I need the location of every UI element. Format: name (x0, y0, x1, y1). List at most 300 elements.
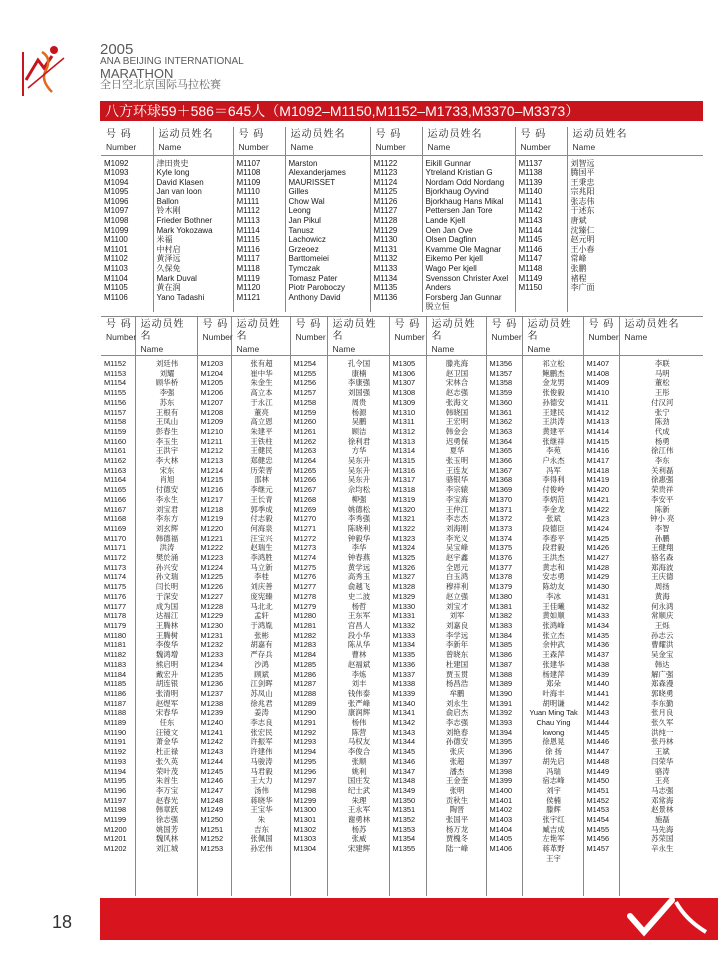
bottom-number-cell: M1276 (293, 572, 317, 582)
bottom-number-cell: M1160 (104, 436, 127, 446)
bottom-number-cell: M1441 (586, 688, 610, 698)
top-number-cell: M1101 (104, 244, 128, 254)
top-number-cell: M1136 (373, 292, 398, 302)
top-name-cell: Forsberg Jan Gunnar (425, 292, 502, 302)
bottom-name-cell: 徐利君 (347, 436, 371, 446)
bottom-name-cell: 张彬 (254, 630, 269, 640)
top-name-cell: 沈臻仁 (570, 225, 595, 235)
top-name-cell: Ballon (156, 196, 179, 206)
bottom-name-cell: 李金龙 (542, 504, 565, 514)
top-name-cell: Piotr Paroboczy (288, 283, 345, 293)
bottom-number-cell: M1264 (293, 456, 317, 466)
bottom-number-cell: M1317 (392, 475, 416, 485)
bottom-name-cell: 王烁 (654, 620, 670, 630)
bottom-name-cell: 康润辉 (347, 708, 371, 718)
top-name-cell: 米福 (156, 235, 173, 245)
bottom-number-cell: M1163 (104, 465, 127, 475)
bottom-name-cell: 陈劲 (654, 417, 670, 427)
number-header-cn: 号 码 (106, 319, 132, 330)
bottom-name-cell: 骆银华 (445, 475, 469, 485)
top-name-cell: 李广面 (570, 283, 595, 293)
bottom-number-column-2 (290, 356, 327, 896)
top-number-cell: M1112 (236, 206, 260, 216)
bottom-name-cell: 何海泉 (250, 523, 273, 533)
top-number-cell: M1125 (373, 187, 398, 197)
top-number-cell: M1126 (373, 196, 398, 206)
name-header-cn: 运动员姓名 (427, 129, 483, 140)
top-number-cell: M1146 (518, 244, 543, 254)
bottom-name-cell: 潘杰 (449, 766, 465, 776)
bottom-name-cell: 张建华 (542, 659, 565, 669)
bottom-name-cell: 洪涛 (159, 543, 175, 553)
top-number-cell: M1150 (518, 283, 543, 293)
top-name-cell: 于述东 (570, 206, 595, 216)
bottom-name-cell: 李志强 (445, 718, 469, 728)
bottom-name-cell: 孙德安 (542, 397, 565, 407)
number-header-cn: 号 码 (295, 319, 322, 330)
bottom-name-cell: 户永杰 (542, 456, 565, 466)
bottom-name-cell: 黄志和 (542, 562, 565, 572)
bottom-number-cell: M1232 (200, 640, 224, 650)
bottom-name-cell: 李炼 (351, 669, 367, 679)
top-number-cell: M1100 (104, 235, 128, 245)
bottom-number-cell: M1362 (489, 417, 513, 427)
bottom-number-cell: M1433 (586, 611, 610, 621)
bottom-header-number-1 (197, 317, 231, 356)
bottom-name-cell: 国庄发 (347, 776, 371, 786)
bottom-number-cell: M1219 (200, 514, 224, 524)
bottom-number-cell: M1320 (392, 504, 416, 514)
bottom-name-cell: 付俊岭 (542, 485, 565, 495)
logo-marathon: MARATHON (100, 66, 174, 81)
bottom-name-cell: 李炳范 (542, 494, 565, 504)
top-number-cell: M1123 (373, 168, 398, 178)
bottom-name-cell: 付志毅 (250, 514, 273, 524)
top-name-cell: 中村启 (156, 244, 181, 254)
number-header-cn: 号 码 (491, 319, 518, 330)
top-number-cell: M1110 (236, 187, 260, 197)
bottom-name-cell: 胡嘉有 (250, 640, 273, 650)
bottom-name-cell: 刘庆善 (250, 582, 273, 592)
top-name-cell: Svensson Christer Axel Anders (425, 273, 509, 293)
top-number-cell: M1137 (518, 158, 543, 168)
bottom-number-cell: M1152 (104, 359, 127, 368)
bottom-header-name-3 (426, 317, 486, 356)
bottom-name-cell: 王凤山 (155, 417, 179, 427)
top-number-cell: M1127 (373, 206, 398, 216)
bottom-name-cell: 韩达 (654, 659, 670, 669)
bottom-number-cell: M1440 (586, 679, 610, 689)
bottom-name-cell: 张明 (449, 785, 465, 795)
top-name-cell: Marston (288, 158, 318, 168)
bottom-name-cell: 魏鸿增 (155, 650, 179, 660)
top-header-number-1 (233, 127, 285, 155)
bottom-name-cell: 李俊华 (155, 640, 179, 650)
bottom-number-cell: M1188 (104, 708, 127, 718)
bottom-number-cell: M1380 (489, 591, 513, 601)
bottom-number-cell: M1437 (586, 650, 610, 660)
top-table-header (101, 127, 703, 155)
bottom-name-cell: 马立新 (250, 562, 273, 572)
bottom-name-cell: 王大力 (250, 776, 273, 786)
bottom-name-cell: 徐恩晃 (542, 737, 565, 747)
number-header-en: Number (520, 142, 551, 152)
number-header-en: Number (295, 332, 326, 342)
bottom-name-cell: 骆名森 (651, 553, 674, 563)
bottom-name-cell: 刘廷伟 (155, 359, 179, 368)
bottom-number-cell: M1413 (586, 417, 610, 427)
bottom-number-cell: M1170 (104, 533, 127, 543)
bottom-name-cell: 夏华 (449, 446, 465, 456)
bottom-number-cell: M1235 (200, 669, 224, 679)
bottom-number-cell: M1176 (104, 591, 127, 601)
top-number-column-2 (370, 155, 422, 312)
bottom-number-cell: M1172 (104, 553, 127, 563)
bottom-number-cell: M1303 (293, 834, 317, 844)
bottom-name-cell: 任东 (159, 718, 175, 728)
bottom-name-cell: 王连友 (445, 465, 469, 475)
bottom-name-cell: 马君毅 (250, 766, 273, 776)
bottom-number-cell: M1416 (586, 446, 610, 456)
bottom-name-cell: 宋建辉 (347, 844, 371, 854)
bottom-name-cell: 郑森漫 (651, 679, 674, 689)
bottom-name-cell: 王斌 (654, 747, 670, 757)
bottom-number-cell: M1398 (489, 766, 513, 776)
top-number-cell: M1097 (104, 206, 129, 216)
bottom-name-cell: 韩晓国 (445, 407, 469, 417)
top-number-cell: M1115 (236, 235, 260, 245)
bottom-header-number-2 (290, 317, 327, 356)
bottom-name-cell: 赵宇鑫 (445, 553, 469, 563)
bottom-number-cell: M1379 (489, 582, 513, 592)
bottom-name-cell: 孙鹏 (654, 533, 670, 543)
top-number-cell: M1099 (104, 225, 129, 235)
bottom-name-cell: 李永生 (155, 494, 179, 504)
top-number-cell: M1092 (104, 158, 129, 168)
bottom-name-cell: 李继元 (250, 485, 273, 495)
bottom-name-cell: 历荣晋 (250, 465, 273, 475)
bottom-number-cell: M1434 (586, 620, 610, 630)
bottom-name-cell: 段德臣 (542, 523, 565, 533)
number-header-cn: 号 码 (106, 129, 132, 140)
top-name-cell: Leong (288, 206, 311, 216)
top-number-cell: M1111 (236, 196, 260, 206)
bottom-number-cell: M1444 (586, 718, 610, 728)
bottom-number-cell: M1241 (200, 727, 224, 737)
logo-year: 2005 (100, 41, 134, 58)
bottom-name-cell: 姜涛 (254, 708, 269, 718)
top-number-cell: M1108 (236, 168, 261, 178)
top-number-cell: M1142 (518, 206, 543, 216)
bottom-number-cell: M1425 (586, 533, 610, 543)
top-name-cell: Wago Per kjell (425, 264, 477, 274)
bottom-number-cell: M1359 (489, 388, 513, 398)
bottom-name-cell: 顾斌 (254, 669, 269, 679)
bottom-name-cell: 徐 扬 (545, 747, 562, 757)
bottom-number-cell: M1311 (392, 417, 415, 427)
bottom-number-cell: M1419 (586, 475, 610, 485)
bottom-name-cell: 李春平 (542, 533, 565, 543)
bottom-number-cell: M1171 (104, 543, 127, 553)
top-name-cell: 张鹏 (570, 264, 587, 274)
bottom-name-cell: Chau Ying kwong (536, 718, 571, 737)
bottom-name-cell: 戴宏升 (155, 669, 179, 679)
top-name-cell: 常峰 (570, 254, 587, 264)
name-header-en: Name (624, 332, 648, 342)
bottom-name-cell: 刘宇 (546, 785, 561, 795)
bottom-number-cell: M1210 (200, 426, 224, 436)
bottom-name-cell: Yuan Ming Tak (529, 708, 578, 718)
bottom-name-cell: 孙文瑞 (155, 572, 179, 582)
top-number-cell: M1131 (373, 244, 398, 254)
bottom-number-cell: M1183 (104, 659, 127, 669)
top-number-cell: M1140 (518, 187, 543, 197)
bottom-name-cell: 冯军 (546, 465, 561, 475)
bottom-name-cell: 王建民 (542, 407, 565, 417)
bottom-name-cell: 宋春华 (155, 708, 179, 718)
bottom-name-cell: 李强 (159, 388, 175, 398)
bottom-name-cell: 刘宝君 (155, 504, 179, 514)
bottom-name-cell: 刘军 (449, 611, 465, 621)
bottom-name-cell: 陶晋 (449, 805, 465, 815)
bottom-number-cell: M1290 (293, 708, 317, 718)
bottom-name-cell: 朱建平 (250, 426, 273, 436)
bottom-number-cell: M1375 (489, 543, 513, 553)
bottom-name-cell: 李康强 (347, 378, 371, 388)
bottom-name-cell: 王根有 (155, 407, 179, 417)
top-number-cell: M1105 (104, 283, 128, 293)
top-name-cell: Ytreland Kristian G (425, 168, 493, 178)
top-name-column-2 (422, 155, 515, 312)
number-header-en: Number (491, 332, 522, 342)
bottom-number-cell: M1269 (293, 504, 317, 514)
bottom-name-cell: 马权友 (347, 737, 371, 747)
bottom-number-cell: M1412 (586, 407, 610, 417)
page-header (0, 0, 718, 100)
bottom-name-cell: 曹林 (351, 650, 367, 660)
bottom-number-cell: M1153 (104, 368, 127, 378)
bottom-number-cell: M1457 (586, 844, 610, 854)
bottom-name-cell: 于永江 (250, 397, 273, 407)
bottom-number-cell: M1247 (200, 785, 224, 795)
bottom-number-cell: M1207 (200, 397, 224, 407)
top-name-cell: Mark Yokozawa (156, 225, 213, 235)
bottom-name-cell: 黄建平 (542, 426, 565, 436)
top-name-cell: Nordam Odd Nordang (425, 177, 505, 187)
bottom-number-cell: M1292 (293, 727, 317, 737)
bottom-number-cell: M1297 (293, 776, 317, 786)
top-number-cell: M1139 (518, 177, 543, 187)
bottom-number-cell: M1384 (489, 630, 513, 640)
bottom-number-cell: M1168 (104, 514, 127, 524)
bottom-number-cell: M1223 (200, 553, 224, 563)
bottom-number-cell: M1365 (489, 446, 513, 456)
bottom-name-cell: 王腾林 (155, 620, 179, 630)
bottom-number-cell: M1424 (586, 523, 610, 533)
bottom-number-cell: M1417 (586, 456, 610, 466)
top-number-cell: M1135 (373, 283, 398, 293)
bottom-name-cell: 李智 (654, 523, 670, 533)
top-number-cell: M1128 (373, 216, 398, 226)
top-name-cell: Anthony David (288, 292, 341, 302)
bottom-name-cell: 赵春光 (155, 795, 179, 805)
bottom-name-cell: 曹耀洪 (651, 640, 674, 650)
bottom-number-cell: M1335 (392, 650, 416, 660)
bottom-name-cell: 付德安 (155, 485, 179, 495)
bottom-number-cell: M1273 (293, 543, 317, 553)
bottom-number-cell: M1407 (586, 359, 610, 368)
bottom-name-cell: 贾玉贯 (445, 669, 469, 679)
bottom-number-cell: M1328 (392, 582, 416, 592)
bottom-name-cell: 宋林合 (445, 378, 469, 388)
bottom-number-cell: M1371 (489, 504, 513, 514)
bottom-name-cell: 张继祥 (542, 436, 565, 446)
top-name-cell: Tanusz (288, 225, 314, 235)
bottom-name-cell: 韩德福 (155, 533, 179, 543)
bottom-number-cell: M1343 (392, 727, 416, 737)
page-number: 18 (52, 912, 73, 932)
bottom-number-cell: M1449 (586, 766, 610, 776)
bottom-name-cell: 张久军 (651, 718, 674, 728)
bottom-number-cell: M1401 (489, 795, 513, 805)
bottom-name-cell: 张海文 (445, 397, 469, 407)
bottom-number-cell: M1205 (200, 378, 224, 388)
bottom-number-cell: M1189 (104, 718, 127, 728)
bottom-number-cell: M1288 (293, 688, 317, 698)
bottom-name-cell: 张玉明 (445, 456, 469, 466)
bottom-number-cell: M1281 (293, 620, 317, 630)
bottom-header-number-5 (583, 317, 619, 356)
bottom-name-column-0 (135, 356, 197, 896)
bottom-number-cell: M1349 (392, 785, 416, 795)
bottom-name-cell: 汪镜文 (155, 727, 179, 737)
bottom-number-cell: M1249 (200, 805, 224, 815)
bottom-number-cell: M1397 (489, 756, 513, 766)
bottom-number-cell: M1222 (200, 543, 224, 553)
bottom-number-cell: M1162 (104, 456, 127, 466)
top-number-cell: M1120 (236, 283, 261, 293)
top-name-cell: 赵元明 (570, 235, 595, 245)
top-name-column-3 (567, 155, 703, 312)
bottom-header-name-5 (619, 317, 703, 356)
bottom-number-cell: M1364 (489, 436, 513, 446)
bottom-number-cell: M1266 (293, 475, 317, 485)
bottom-name-cell: 黄如顺 (542, 611, 565, 621)
bottom-number-cell: M1331 (392, 611, 416, 621)
bottom-number-cell: M1165 (104, 485, 127, 495)
top-number-cell: M1093 (104, 168, 129, 178)
bottom-name-cell: 左艳军 (542, 834, 565, 844)
bottom-name-cell: 樊於涌 (155, 553, 179, 563)
top-number-column-0 (101, 155, 153, 312)
bottom-name-cell: 钟毅华 (347, 533, 371, 543)
bottom-number-cell: M1159 (104, 426, 127, 436)
bottom-number-cell: M1310 (392, 407, 416, 417)
bottom-number-cell: M1395 (489, 737, 513, 747)
bottom-number-cell: M1422 (586, 504, 610, 514)
bottom-name-cell: 王金奎 (445, 776, 469, 786)
bottom-number-cell: M1399 (489, 776, 513, 786)
bottom-number-cell: M1313 (392, 436, 416, 446)
bottom-number-cell: M1442 (586, 698, 610, 708)
bottom-name-cell: 姚利 (351, 766, 367, 776)
bottom-name-cell: 刘耀 (159, 368, 175, 378)
top-name-cell: 王小春 (570, 244, 595, 254)
number-header-cn: 号 码 (394, 319, 421, 330)
bottom-number-cell: M1206 (200, 388, 224, 398)
bottom-number-cell: M1358 (489, 378, 513, 388)
bottom-name-cell: 徐江伟 (651, 446, 674, 456)
number-header-en: Number (394, 332, 425, 342)
bottom-number-cell: M1187 (104, 698, 127, 708)
bottom-number-cell: M1161 (104, 446, 127, 456)
bottom-number-cell: M1333 (392, 630, 416, 640)
name-header-cn: 运动员姓名 (332, 319, 377, 342)
bottom-number-cell: M1201 (104, 834, 127, 844)
bottom-number-cell: M1260 (293, 417, 317, 427)
bottom-number-cell: M1423 (586, 514, 610, 524)
top-header-number-3 (515, 127, 567, 155)
bottom-number-cell: M1277 (293, 582, 317, 592)
bottom-name-cell: 孙德安 (445, 737, 469, 747)
bottom-name-cell: 张丹林 (651, 737, 674, 747)
bottom-number-cell: M1307 (392, 378, 416, 388)
bottom-number-cell: M1211 (200, 436, 223, 446)
bottom-name-cell: 郭晓勇 (651, 688, 674, 698)
bottom-number-cell: M1377 (489, 562, 513, 572)
bottom-number-cell: M1456 (586, 834, 610, 844)
bottom-number-cell: M1198 (104, 805, 127, 815)
number-header-cn: 号 码 (375, 129, 402, 140)
bottom-name-cell: 李志良 (250, 718, 273, 728)
top-number-cell: M1144 (518, 225, 543, 235)
bottom-name-cell: 付汉河 (651, 397, 674, 407)
bottom-name-cell: 胡先启 (542, 756, 565, 766)
bottom-name-cell: 段小华 (347, 630, 371, 640)
bottom-name-cell: 李学远 (445, 630, 469, 640)
bottom-name-column-4 (522, 356, 583, 896)
bottom-number-cell: M1218 (200, 504, 224, 514)
bottom-number-cell: M1374 (489, 533, 513, 543)
bottom-number-cell: M1430 (586, 582, 610, 592)
bottom-number-cell: M1387 (489, 659, 513, 669)
bottom-number-cell: M1426 (586, 543, 610, 553)
bottom-number-cell: M1284 (293, 650, 317, 660)
bottom-number-cell: M1366 (489, 456, 513, 466)
bottom-number-column-4 (486, 356, 522, 896)
bottom-number-cell: M1301 (293, 815, 317, 825)
bottom-number-cell: M1454 (586, 815, 610, 825)
top-number-cell: M1129 (373, 225, 398, 235)
bottom-name-cell: 谢勇林 (347, 815, 371, 825)
top-name-cell: 刘智远 (570, 158, 595, 168)
bottom-name-cell: 全恩元 (445, 562, 469, 572)
bottom-number-cell: M1378 (489, 572, 513, 582)
top-name-cell: Bjorkhaug Hans Mikal (425, 196, 504, 206)
bottom-name-cell: 刘国强 (347, 388, 371, 398)
top-number-column-1 (233, 155, 285, 312)
bottom-name-cell: 余仲武 (542, 640, 565, 650)
top-name-cell: Lande Kjell (425, 216, 466, 226)
bottom-number-cell: M1453 (586, 805, 610, 815)
bottom-number-cell: M1334 (392, 640, 416, 650)
top-name-cell: 腾国平 (570, 168, 595, 178)
bottom-number-cell: M1386 (489, 650, 513, 660)
bottom-number-cell: M1239 (200, 708, 224, 718)
bottom-number-cell: M1181 (104, 640, 127, 650)
top-name-cell: 褚程 (570, 273, 587, 283)
page-footer (0, 898, 718, 953)
